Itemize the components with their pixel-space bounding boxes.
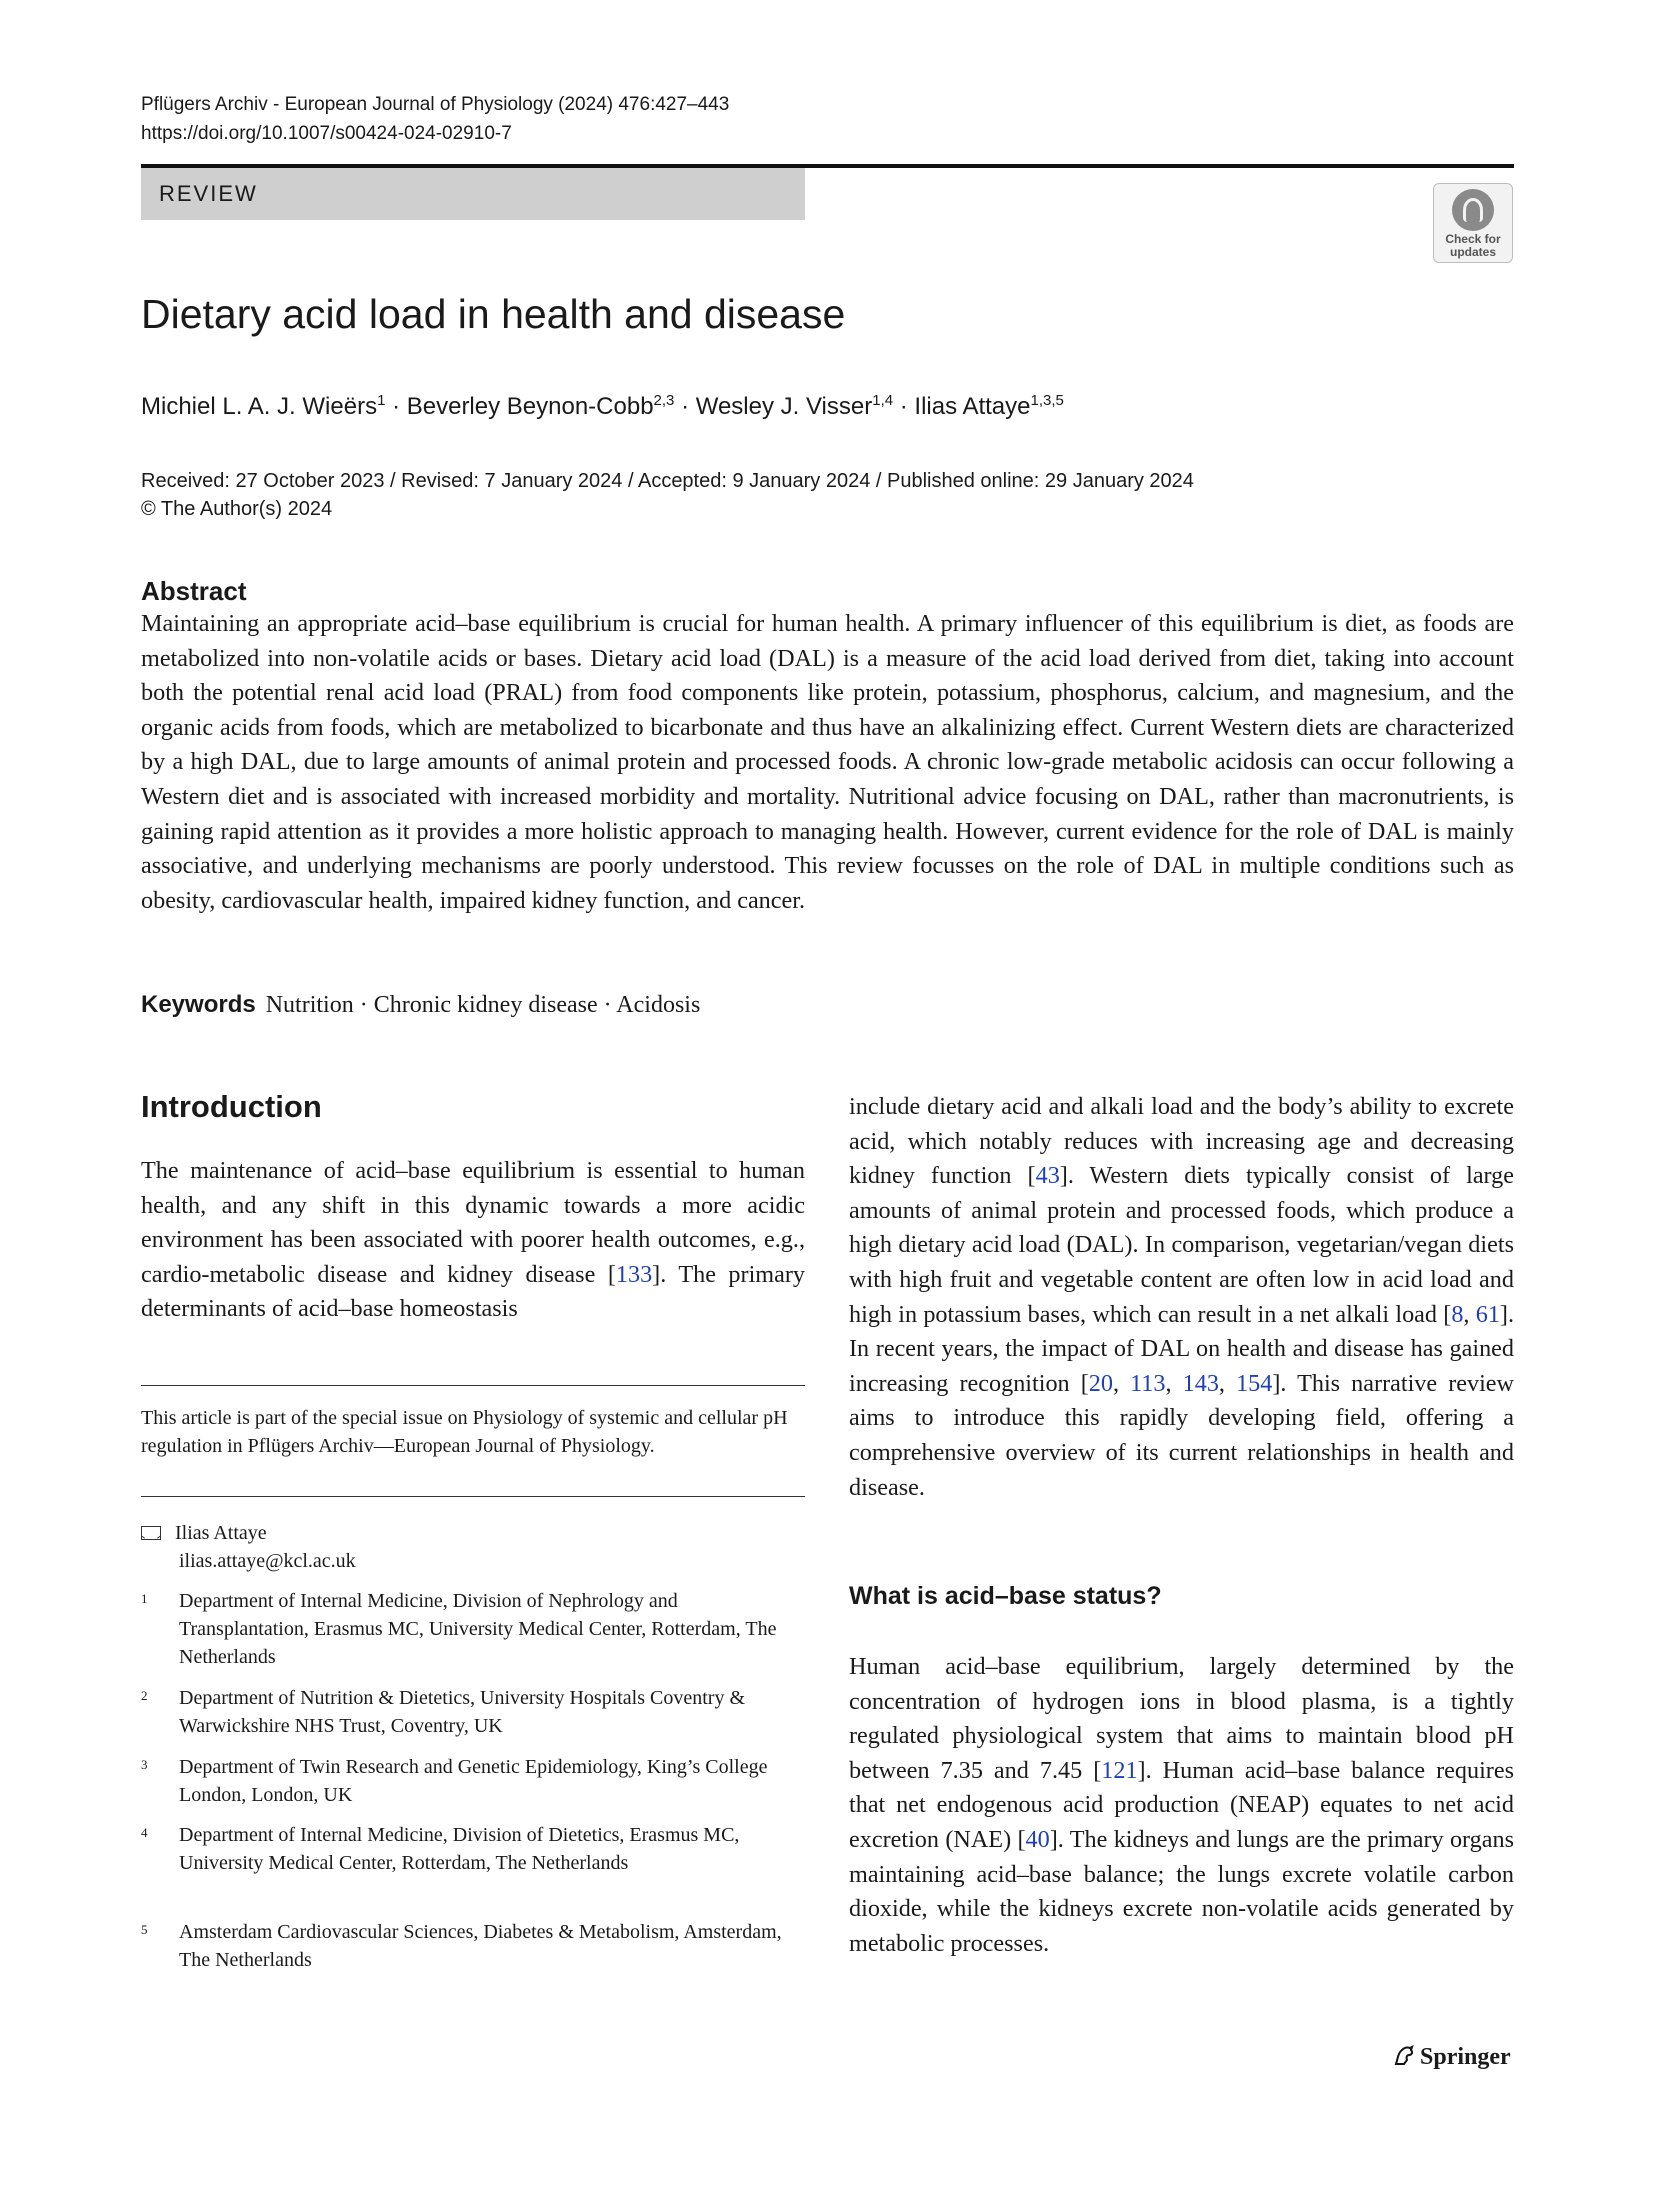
- citation-link[interactable]: 143: [1182, 1369, 1219, 1397]
- journal-header: [141, 90, 729, 148]
- bookmark-icon: [1452, 189, 1494, 231]
- citation-link[interactable]: 133: [615, 1260, 653, 1288]
- keywords-label: Keywords: [141, 991, 256, 1018]
- introduction-heading: Introduction: [141, 1089, 322, 1124]
- envelope-icon: [141, 1526, 161, 1540]
- author-4[interactable]: Ilias Attaye$^{1,3,5}$: [914, 392, 1064, 420]
- citation-link[interactable]: 40: [1025, 1825, 1050, 1853]
- introduction-paragraph-right: include dietary acid and alkali load and the body’s ability to excrete acid, which notably reduces with increasing age and decreasing kidney function [43]. Western diets typically consist of large amounts of animal protein and processed foods, which produce a high dietary acid load (DAL). In comparison, vegetarian/vegan diets with high fruit and vegetable content are often low in acid load and high in potassium bases, which can result in a net alkali load [8, 61]. In recent years, the impact of DAL on health and disease has gained increasing recognition [20, 113, 143, 154]. This narrative review aims to introduce this rapidly developing field, offering a comprehensive overview of its current relationships in health and disease.: [849, 1093, 1515, 1501]
- doi-link[interactable]: https://doi.org/10.1007/s00424-024-02910-7: [141, 123, 512, 144]
- citation-link[interactable]: 43: [1035, 1162, 1060, 1190]
- citation-link[interactable]: 121: [1101, 1756, 1138, 1784]
- check-for-updates-label: Check for updates: [1445, 232, 1501, 259]
- abstract-heading: Abstract: [141, 576, 247, 606]
- citation-link[interactable]: 113: [1130, 1369, 1166, 1397]
- keywords-list: Nutrition · Chronic kidney disease · Acidosis: [265, 992, 701, 1018]
- citation-link[interactable]: 8: [1451, 1300, 1464, 1328]
- corresponding-author: [141, 1519, 356, 1575]
- journal-citation: Pflügers Archiv - European Journal of Physiology (2024) 476:427–443: [141, 94, 730, 115]
- author-2[interactable]: Beverley Beynon-Cobb$^{2,3}$: [406, 392, 675, 420]
- contact-name: Ilias Attaye: [175, 1522, 267, 1544]
- author-3[interactable]: Wesley J. Visser$^{1,4}$: [695, 392, 894, 420]
- footnote-rule: [141, 1385, 805, 1386]
- citation-link[interactable]: 61: [1475, 1300, 1500, 1328]
- keywords: [141, 988, 700, 1022]
- section-label: REVIEW: [141, 168, 805, 220]
- author-1[interactable]: Michiel L. A. J. Wieërs$^1$: [141, 392, 386, 420]
- author-list: Michiel L. A. J. Wieërs$^1$ · Beverley Beynon-Cobb$^{2,3}$ · Wesley J. Visser$^{1,4}$ · Ilias Attaye$^{1,3,5}$: [141, 392, 1064, 420]
- contact-email[interactable]: ilias.attaye@kcl.ac.uk: [179, 1550, 356, 1572]
- abstract-text: Maintaining an appropriate acid–base equilibrium is crucial for human health. A primary influencer of this equilibrium is diet, as foods are metabolized into non-volatile acids or bases. Dietary acid load (DAL) is a measure of the acid load derived from diet, taking into account both the potential renal acid load (PRAL) from food components like protein, potassium, phosphorus, calcium, and magnesium, and the organic acids from foods, which are metabolized to bicarbonate and thus have an alkalinizing effect. Current Western diets are characterized by a high DAL, due to large amounts of animal protein and processed foods. A chronic low-grade metabolic acidosis can occur following a Western diet and is associated with increased morbidity and mortality. Nutritional advice focusing on DAL, rather than macronutrients, is gaining rapid attention as it provides a more holistic approach to managing health. However, current evidence for the role of DAL is mainly associative, and underlying mechanisms are poorly understood. This review focusses on the role of DAL in multiple conditions such as obesity, cardiovascular health, impaired kidney function, and cancer.: [141, 610, 1514, 914]
- acid-base-heading: What is acid–base status?: [849, 1582, 1162, 1610]
- publisher-logo: [1392, 2042, 1511, 2072]
- publication-dates: [141, 467, 1194, 523]
- citation-link[interactable]: 154: [1236, 1369, 1273, 1397]
- springer-horse-icon: [1392, 2044, 1416, 2068]
- publisher-name: Springer: [1420, 2044, 1511, 2070]
- copyright: © The Author(s) 2024: [141, 498, 333, 520]
- check-for-updates-button[interactable]: [1433, 183, 1513, 263]
- citation-link[interactable]: 20: [1088, 1369, 1113, 1397]
- article-title: Dietary acid load in health and disease: [141, 291, 846, 337]
- footnote-rule: [141, 1496, 805, 1497]
- acid-base-paragraph: Human acid–base equilibrium, largely determined by the concentration of hydrogen ions in blood plasma, is a tightly regulated physiological system that aims to maintain blood pH between 7.35 and 7.45 [121]. Human acid–base balance requires that net endogenous acid production (NEAP) equates to net acid excretion (NAE) [40]. The kidneys and lungs are the primary organs maintaining acid–base balance; the lungs excrete volatile carbon dioxide, while the kidneys excrete non-volatile acids generated by metabolic processes.: [849, 1653, 1514, 1957]
- history-dates: Received: 27 October 2023 / Revised: 7 January 2024 / Accepted: 9 January 2024 / Published online: 29 January 2024: [141, 470, 1194, 492]
- special-issue-note: This article is part of the special issue on Physiology of systemic and cellular pH regulation in Pflügers Archiv—European Journal of Physiology.: [141, 1407, 788, 1457]
- introduction-paragraph-left: The maintenance of acid–base equilibrium is essential to human health, and any shift in this dynamic towards a more acidic environment has been associated with poorer health outcomes, e.g., cardio-metabolic disease and kidney disease [133]. The primary determinants of acid–base homeostasis: [141, 1157, 805, 1323]
